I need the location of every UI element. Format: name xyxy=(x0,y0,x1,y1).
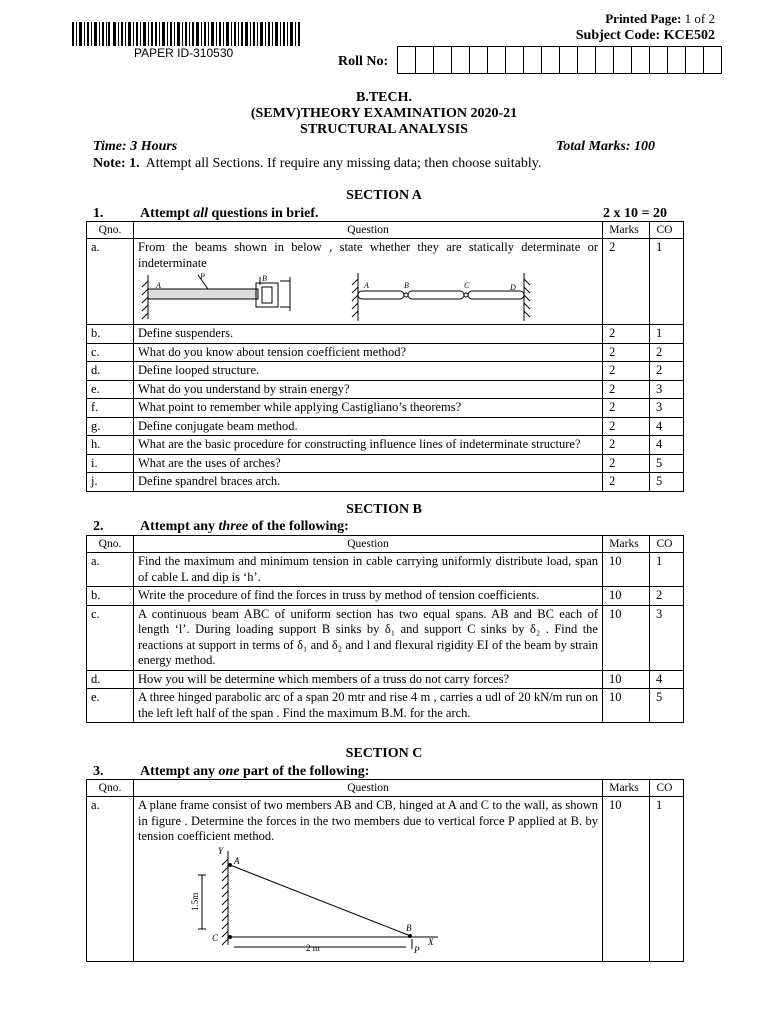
time-allowed: Time: 3 Hours xyxy=(93,139,178,154)
section-b-instruction: 2. Attempt any three of the following: xyxy=(93,519,349,534)
table-row: i. What are the uses of arches? 2 5 xyxy=(87,454,684,473)
total-marks: Total Marks: 100 xyxy=(556,139,656,154)
subject-title: STRUCTURAL ANALYSIS xyxy=(300,122,468,137)
section-a-score: 2 x 10 = 20 xyxy=(603,206,667,221)
table-row: g. Define conjugate beam method. 2 4 xyxy=(87,417,684,436)
table-row: a. A plane frame consist of two members AB and CB, hinged at A and C to the wall, as shown in figure . Determine the forces in the two members due to vertical force P applied at B. by tension coefficient method. Y A C B P X 1.5m 2 m 10 1 xyxy=(87,797,684,962)
roll-box[interactable] xyxy=(397,46,416,74)
fig-label-width: 2 m xyxy=(306,942,320,953)
table-row: d. Define looped structure. 2 2 xyxy=(87,362,684,381)
fig-label-b2: B xyxy=(404,281,409,290)
paper-id: PAPER ID-310530 xyxy=(134,46,234,60)
section-a-table xyxy=(86,221,684,492)
roll-box[interactable] xyxy=(577,46,596,74)
roll-box[interactable] xyxy=(613,46,632,74)
fig-label-a2: A xyxy=(364,281,369,290)
roll-box[interactable] xyxy=(415,46,434,74)
table-row: e. What do you understand by strain energy? 2 3 xyxy=(87,380,684,399)
table-row: b. Write the procedure of find the forces in truss by method of tension coefficients. 10 2 xyxy=(87,587,684,606)
section-c-table xyxy=(86,779,684,962)
section-a-title: SECTION A xyxy=(346,188,422,203)
table-row: c. A continuous beam ABC of uniform section has two equal spans. AB and BC each of length ‘l’. During loading support B sinks by δ₁ and support C sinks by δ₂ . Find the reactions at support in terms of δ₁ and δ₂ and l and flexural rigidity EI of the beam by strain energy method. 10 3 xyxy=(87,605,684,670)
table-header: Qno. Question Marks CO xyxy=(87,222,684,239)
fig-label-a: A xyxy=(234,855,240,866)
fig-label-y: Y xyxy=(218,845,224,856)
section-c-instruction: 3. Attempt any one part of the following: xyxy=(93,764,370,779)
fig-label-c2: C xyxy=(464,281,470,290)
fig-label-height: 1.5m xyxy=(190,892,200,911)
roll-box[interactable] xyxy=(703,46,722,74)
roll-box[interactable] xyxy=(451,46,470,74)
note: Note: 1. Attempt all Sections. If require any missing data; then choose suitably. xyxy=(93,156,542,171)
table-row: f. What point to remember while applying Castigliano’s theorems? 2 3 xyxy=(87,399,684,418)
roll-box[interactable] xyxy=(685,46,704,74)
table-header: Qno. Question Marks CO xyxy=(87,536,684,553)
section-a-instruction: 1. Attempt all questions in brief. 2 x 10 = 20 xyxy=(93,206,667,221)
subject-code: Subject Code: KCE502 xyxy=(575,28,715,43)
roll-box[interactable] xyxy=(541,46,560,74)
question-text: From the beams shown in below , state whether they are statically determinate or indeterminate xyxy=(138,240,598,270)
table-row: a. Find the maximum and minimum tension in cable carrying uniformly distribute load, span of cable L and dip is ‘h’. 10 1 xyxy=(87,553,684,587)
fig-label-p: P xyxy=(200,272,205,281)
section-c-title: SECTION C xyxy=(345,746,423,761)
table-row: a. From the beams shown in below , state whether they are statically determinate or indeterminate P A B A B C D 2 1 xyxy=(87,239,684,325)
roll-box[interactable] xyxy=(649,46,668,74)
beams-figure xyxy=(138,271,598,323)
table-row: d. How you will be determine which members of a truss do not carry forces? 10 4 xyxy=(87,670,684,689)
exam-title: (SEMV)THEORY EXAMINATION 2020-21 xyxy=(250,106,518,121)
table-row: e. A three hinged parabolic arc of a span 20 mtr and rise 4 m , carries a udl of 20 kN/m run on the left left half of the span . Find the maximum B.M. for the arch. 10 5 xyxy=(87,689,684,723)
section-b-table xyxy=(86,535,684,723)
table-row: j. Define spandrel braces arch. 2 5 xyxy=(87,473,684,492)
printed-page: Printed Page: 1 of 2 xyxy=(605,11,715,26)
roll-no-label: Roll No: xyxy=(338,54,389,69)
roll-box[interactable] xyxy=(523,46,542,74)
roll-box[interactable] xyxy=(469,46,488,74)
fig-label-b: B xyxy=(406,922,412,933)
fig-label-p: P xyxy=(414,944,420,955)
roll-box[interactable] xyxy=(487,46,506,74)
roll-box[interactable] xyxy=(667,46,686,74)
table-row: c. What do you know about tension coefficient method? 2 2 xyxy=(87,343,684,362)
roll-box[interactable] xyxy=(595,46,614,74)
table-row: b. Define suspenders. 2 1 xyxy=(87,325,684,344)
question-text: A plane frame consist of two members AB and CB, hinged at A and C to the wall, as shown in figure . Determine the forces in the two members due to vertical force P applied at B. by tension coefficient method. xyxy=(138,798,598,843)
table-header: Qno. Question Marks CO xyxy=(87,780,684,797)
barcode xyxy=(72,22,300,46)
roll-box[interactable] xyxy=(433,46,452,74)
fig-label-x: X xyxy=(428,936,434,947)
roll-box[interactable] xyxy=(631,46,650,74)
roll-box[interactable] xyxy=(559,46,578,74)
roll-box[interactable] xyxy=(505,46,524,74)
fig-label-a1: A xyxy=(156,281,161,290)
roll-no-boxes[interactable] xyxy=(398,46,722,74)
program: B.TECH. xyxy=(355,90,412,105)
table-row: h. What are the basic procedure for constructing influence lines of indeterminate structure? 2 4 xyxy=(87,436,684,455)
frame-figure xyxy=(138,845,438,955)
fig-label-b1: B xyxy=(262,274,267,283)
fig-label-c: C xyxy=(212,932,219,943)
fig-label-d2: D xyxy=(510,283,516,292)
section-b-title: SECTION B xyxy=(346,502,422,517)
